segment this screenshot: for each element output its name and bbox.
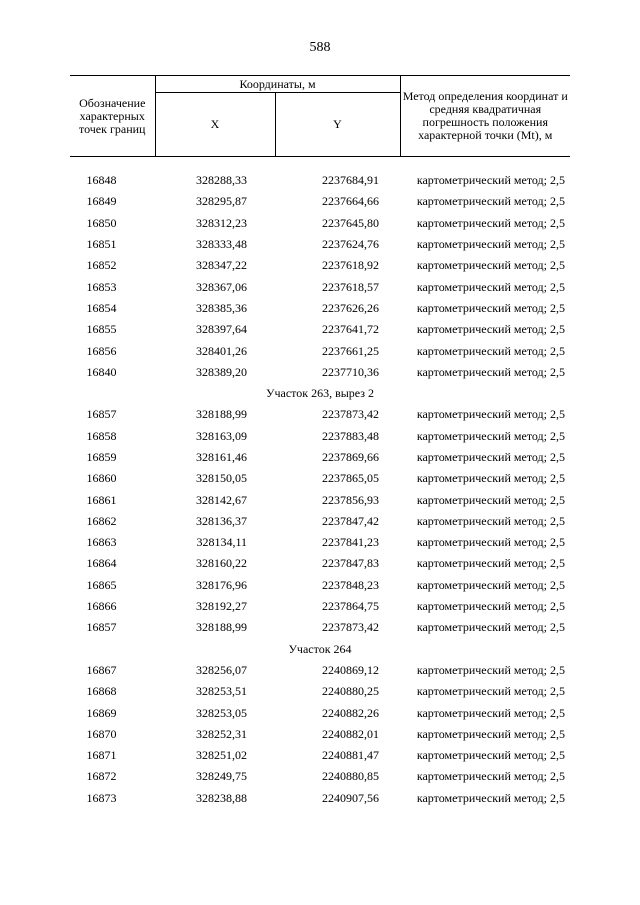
x-cell: 328150,05 [196, 471, 247, 486]
point-cell: 16870 [86, 726, 117, 741]
table-body [70, 157, 570, 809]
x-cell: 328238,88 [196, 790, 247, 805]
y-cell: 2237661,25 [322, 343, 379, 358]
method-cell: картометрический метод; 2,5 [416, 769, 565, 784]
table-header [70, 76, 570, 157]
x-cell: 328188,99 [196, 620, 247, 635]
point-cell: 16861 [86, 492, 117, 507]
y-cell: 2237865,05 [322, 471, 379, 486]
header-x: X [155, 93, 275, 157]
y-cell: 2237847,42 [322, 513, 379, 528]
point-cell: 16867 [86, 662, 117, 677]
table-row [70, 340, 570, 361]
method-cell: картометрический метод; 2,5 [416, 662, 565, 677]
x-cell: 328401,26 [196, 343, 247, 358]
table-row [70, 468, 570, 489]
method-cell: картометрический метод; 2,5 [416, 258, 565, 273]
table-row [70, 489, 570, 510]
method-cell: картометрический метод; 2,5 [416, 194, 565, 209]
point-cell: 16863 [86, 535, 117, 550]
x-cell: 328397,64 [196, 322, 247, 337]
method-cell: картометрический метод; 2,5 [416, 322, 565, 337]
y-cell: 2237847,83 [322, 556, 379, 571]
table-row [70, 170, 570, 191]
table-row [70, 745, 570, 766]
x-cell: 328253,05 [196, 705, 247, 720]
table-row [70, 596, 570, 617]
method-cell: картометрический метод; 2,5 [416, 790, 565, 805]
y-cell: 2240882,01 [322, 726, 379, 741]
x-cell: 328136,37 [196, 513, 247, 528]
x-cell: 328385,36 [196, 300, 247, 315]
section-row [70, 383, 570, 404]
header-method: Метод определения координат и средняя квадратичная погрешность положения характерной точки (Mt), м [400, 76, 570, 157]
y-cell: 2237624,76 [322, 237, 379, 252]
method-cell: картометрический метод; 2,5 [416, 684, 565, 699]
header-y: Y [275, 93, 400, 157]
point-cell: 16862 [86, 513, 117, 528]
y-cell: 2240880,25 [322, 684, 379, 699]
y-cell: 2240907,56 [322, 790, 379, 805]
point-cell: 16840 [86, 364, 117, 379]
y-cell: 2237873,42 [322, 407, 379, 422]
method-cell: картометрический метод; 2,5 [416, 535, 565, 550]
y-cell: 2237645,80 [322, 215, 379, 230]
y-cell: 2237618,57 [322, 279, 379, 294]
x-cell: 328160,22 [196, 556, 247, 571]
table-row [70, 724, 570, 745]
method-cell: картометрический метод; 2,5 [416, 364, 565, 379]
page-number: 588 [309, 40, 331, 55]
x-cell: 328333,48 [196, 237, 247, 252]
y-cell: 2237664,66 [322, 194, 379, 209]
method-cell: картометрический метод; 2,5 [416, 748, 565, 763]
point-cell: 16873 [86, 790, 117, 805]
point-cell: 16872 [86, 769, 117, 784]
y-cell: 2237618,92 [322, 258, 379, 273]
point-cell: 16866 [86, 599, 117, 614]
x-cell: 328288,33 [196, 173, 247, 188]
table-row [70, 191, 570, 212]
method-cell: картометрический метод; 2,5 [416, 620, 565, 635]
point-cell: 16857 [86, 407, 117, 422]
point-cell: 16857 [86, 620, 117, 635]
method-cell: картометрический метод; 2,5 [416, 513, 565, 528]
method-cell: картометрический метод; 2,5 [416, 450, 565, 464]
table-row [70, 575, 570, 596]
point-cell: 16865 [86, 577, 117, 592]
table-row [70, 298, 570, 319]
method-cell: картометрический метод; 2,5 [416, 492, 565, 507]
point-cell: 16856 [86, 343, 117, 358]
table-row [70, 766, 570, 787]
method-cell: картометрический метод; 2,5 [416, 279, 565, 294]
table-row [70, 426, 570, 447]
point-cell: 16849 [86, 194, 117, 209]
y-cell: 2237856,93 [322, 492, 379, 507]
x-cell: 328312,23 [196, 215, 247, 230]
table-row [70, 702, 570, 723]
point-cell: 16860 [86, 471, 117, 486]
x-cell: 328253,51 [196, 684, 247, 699]
table-row [70, 553, 570, 574]
point-cell: 16851 [86, 237, 117, 252]
table-row [70, 404, 570, 425]
table-row [70, 681, 570, 702]
x-cell: 328347,22 [196, 258, 247, 273]
method-cell: картометрический метод; 2,5 [416, 237, 565, 252]
table-row [70, 362, 570, 383]
method-cell: картометрический метод; 2,5 [416, 407, 565, 422]
x-cell: 328142,67 [196, 492, 247, 507]
table-row [70, 234, 570, 255]
table-row [70, 660, 570, 681]
y-cell: 2237869,66 [322, 450, 379, 464]
y-cell: 2240881,47 [322, 748, 379, 763]
point-cell: 16852 [86, 258, 117, 273]
section-row [70, 639, 570, 660]
point-cell: 16868 [86, 684, 117, 699]
x-cell: 328256,07 [196, 662, 247, 677]
point-cell: 16871 [86, 748, 117, 763]
point-cell: 16854 [86, 300, 117, 315]
y-cell: 2237684,91 [322, 173, 379, 188]
point-cell: 16855 [86, 322, 117, 337]
y-cell: 2237626,26 [322, 300, 379, 315]
header-coordinates: Координаты, м [155, 76, 400, 93]
y-cell: 2237710,36 [322, 364, 379, 379]
method-cell: картометрический метод; 2,5 [416, 173, 565, 188]
header-point-designation: Обозначение характерных точек границ [70, 76, 155, 157]
y-cell: 2237873,42 [322, 620, 379, 635]
y-cell: 2240869,12 [322, 662, 379, 677]
x-cell: 328188,99 [196, 407, 247, 422]
method-cell: картометрический метод; 2,5 [416, 705, 565, 720]
x-cell: 328252,31 [196, 726, 247, 741]
table-row [70, 213, 570, 234]
table-row [70, 255, 570, 276]
x-cell: 328161,46 [196, 450, 247, 464]
y-cell: 2237641,72 [322, 322, 379, 337]
point-cell: 16853 [86, 279, 117, 294]
x-cell: 328134,11 [196, 535, 247, 550]
method-cell: картометрический метод; 2,5 [416, 428, 565, 443]
point-cell: 16864 [86, 556, 117, 571]
y-cell: 2237883,48 [322, 428, 379, 443]
point-cell: 16859 [86, 450, 117, 464]
section-title: Участок 264 [288, 641, 352, 656]
method-cell: картометрический метод; 2,5 [416, 577, 565, 592]
x-cell: 328251,02 [196, 748, 247, 763]
table-row [70, 532, 570, 553]
point-cell: 16848 [86, 173, 117, 188]
x-cell: 328192,27 [196, 599, 247, 614]
point-cell: 16850 [86, 215, 117, 230]
method-cell: картометрический метод; 2,5 [416, 471, 565, 486]
x-cell: 328295,87 [196, 194, 247, 209]
method-cell: картометрический метод; 2,5 [416, 343, 565, 358]
y-cell: 2237848,23 [322, 577, 379, 592]
table-row [70, 511, 570, 532]
x-cell: 328176,96 [196, 577, 247, 592]
y-cell: 2237841,23 [322, 535, 379, 550]
table-row [70, 447, 570, 468]
x-cell: 328249,75 [196, 769, 247, 784]
y-cell: 2240880,85 [322, 769, 379, 784]
table-row [70, 617, 570, 638]
method-cell: картометрический метод; 2,5 [416, 215, 565, 230]
coordinates-table [70, 75, 570, 809]
method-cell: картометрический метод; 2,5 [416, 726, 565, 741]
table-row [70, 276, 570, 297]
x-cell: 328367,06 [196, 279, 247, 294]
table-row [70, 319, 570, 340]
x-cell: 328389,20 [196, 364, 247, 379]
point-cell: 16858 [86, 428, 117, 443]
method-cell: картометрический метод; 2,5 [416, 556, 565, 571]
method-cell: картометрический метод; 2,5 [416, 300, 565, 315]
point-cell: 16869 [86, 705, 117, 720]
table-row [70, 788, 570, 809]
y-cell: 2240882,26 [322, 705, 379, 720]
method-cell: картометрический метод; 2,5 [416, 599, 565, 614]
y-cell: 2237864,75 [322, 599, 379, 614]
x-cell: 328163,09 [196, 428, 247, 443]
section-title: Участок 263, вырез 2 [265, 386, 375, 401]
